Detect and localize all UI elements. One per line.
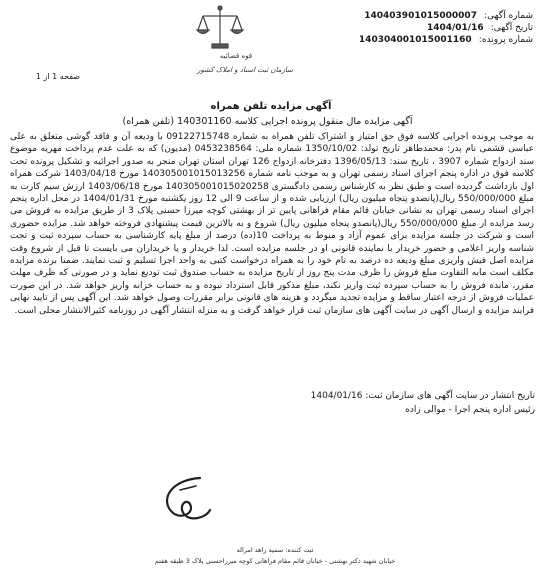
ad-number: 140403901015000007 <box>364 11 477 21</box>
document-subtitle: آگهی مزایده مال منقول پرونده اجرایی کلاسه 140301160 (تلفن همراه) <box>122 116 413 127</box>
document-meta <box>268 10 533 46</box>
signature-icon <box>150 470 220 530</box>
registrar-line: ثبت کننده: سمیه زاهد امراله <box>236 546 314 554</box>
handwritten-signature <box>150 470 220 530</box>
case-number: 140304001015001160 <box>358 35 472 45</box>
organization-name: سازمان ثبت اسناد و املاک کشور <box>197 66 293 74</box>
document-body: به موجب پرونده اجرایی کلاسه فوق حق امتیاز و اشتراک تلفن همراه به شماره 09122715748 با ودیعه آن و فاقد گوشی متعلق به علی عباسی قشمی نام پدر: محمدطاهر تاریخ تولد: 1350/10/02 شماره ملی: 0453238564 (مدیون) که به علت عدم پرداخت مهریه موضوع سند ازدواج شماره 3907 ، تاریخ سند: 1396/05/13 دفترخانه ازدواج 126 تهران استان تهران منجر به صدور اجرائیه و تشکیل پرونده تحت کلاسه فوق در اداره پنجم اجرای اسناد رسمی تهران و به موجب نامه شماره 140305001015013256 مورخ 1403/04/18 شرکت همراه اول بازداشت گردیده است و طبق نظر به کارشناس رسمی دادگستری 140305001015020258 مورخ 1403/06/18 ارزش سیم کارت به مبلغ 550/000/000 ریال(پانصدو پنجاه میلیون ریال) ارزیابی شده و از ساعت 9 الی 12 روز یکشنبه مورخ 1404/01/31 در محل اداره پنجم اجرای اسناد رسمی تهران به نشانی خیابان قائم مقام فراهانی پایین تر از بهشتی کوچه میرزا حسنی پلاک 3 از طریق مزایده به فروش می رسد مزایده از مبلغ 550/000/000 ریال(پانصدو پنجاه میلیون ریال) شروع و به بالاترین قیمت پیشنهادی فروخته خواهد شد. مزایده حضوری است و شرکت در جلسه مزایده برای عموم آزاد و منوط به پرداخت 10(ده) درصد از مبلغ پایه کارشناسی به حساب سپرده ثبت و تحت شناسه واریز اعلامی و حضور خریدار با نماینده قانونی او در جلسه مزایده است. لذا خریدار و یا خریداران می بایست تا قبل از شروع وقت مزایده اصل فیش واریزی مبلغ ودیعه ده درصد به نام خود را به همراه درخواست کتبی به واحد اجرا تسلیم و ثبت نمایند. ضمنا برنده مزایده مکلف است مابه التفاوت مبلغ فروش را ظرف مدت پنج روز از تاریخ مزایده به حساب صندوق ثبت تودیع نماید و در صورتی که ظرف مهلت مقرر، مانده فروش را به حساب سپرده ثبت واریز نکند، مبلغ مذکور قابل استرداد نبوده و به حساب خزانه واریز خواهد شد. در این صورت عملیات فروش از درجه اعتبار ساقط و مزایده تجدید میگردد و هزینه های قانونی برابر مقررات وصول خواهد شد. این آگهی پس از تایید نهایی فرایند مزایده و ارسال آگهی در سایت آگهی های سازمان ثبت قرار خواهد گرفت و به منزله انتشار آگهی در روزنامه کثیرالانتشار محلی است. <box>10 132 534 316</box>
page-indicator: صفحه 1 از 1 <box>35 72 81 81</box>
office-address: خیابان شهید دکتر بهشتی - خیابان قائم مقام فراهانی کوچه میرزاحسنی پلاک 3 طبقه هفتم <box>154 557 396 565</box>
ad-date-label: تاریخ آگهی: <box>490 23 533 33</box>
scales-of-justice-icon <box>195 4 245 52</box>
case-number-row <box>268 34 533 46</box>
ad-date-row <box>268 22 533 34</box>
ad-number-row <box>268 10 533 22</box>
signer-line: رئیس اداره پنجم اجرا - موالی زاده <box>405 405 535 415</box>
ad-date: 1404/01/16 <box>426 23 484 33</box>
judiciary-name: قوه قضائیه <box>219 52 253 60</box>
publish-date-line: تاریخ انتشار در سایت آگهی های سازمان ثبت: 1404/01/16 <box>310 391 535 401</box>
ad-number-label: شماره آگهی: <box>484 11 533 21</box>
judiciary-emblem <box>170 4 270 88</box>
case-number-label: شماره پرونده: <box>478 35 533 45</box>
document-title: آگهی مزایده تلفن همراه <box>210 101 332 112</box>
